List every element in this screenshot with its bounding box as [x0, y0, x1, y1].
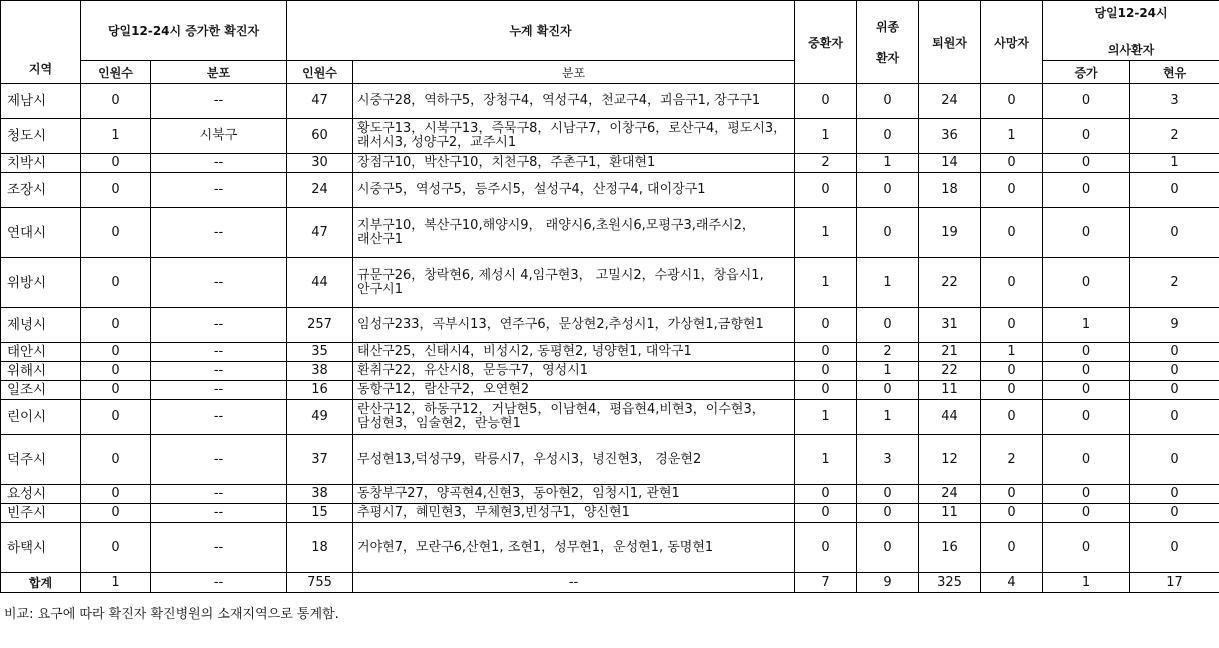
cell-region: 하택시 [1, 523, 81, 573]
cell-deaths: 1 [981, 119, 1043, 154]
cell-suspected-increase: 0 [1043, 504, 1130, 523]
cell-total-count: 49 [287, 400, 353, 435]
cell-new-distribution: -- [151, 258, 287, 308]
table-row [1, 308, 1219, 343]
cell-severe: 0 [795, 485, 857, 504]
cell-severe: 0 [795, 343, 857, 362]
cell-discharged: 22 [919, 362, 981, 381]
cell-critical: 3 [857, 435, 919, 485]
cell-suspected-increase: 0 [1043, 523, 1130, 573]
cell-region: 덕주시 [1, 435, 81, 485]
cell-distribution: 임성구233，곡부시13，연주구6，문상현2,추성시1，가상현1,금향현1 [353, 308, 795, 343]
header-discharged: 퇴원자 [919, 1, 981, 84]
header-increase: 증가 [1043, 61, 1130, 84]
cell-critical: 1 [857, 154, 919, 173]
cell-discharged: 24 [919, 485, 981, 504]
table-row [1, 362, 1219, 381]
cell-distribution: 황도구13，시북구13，즉묵구8，시남구7，이창구6，로산구4，평도시3，래서시3, 성양구2，교주시1 [353, 119, 795, 154]
header-current: 현유 [1130, 61, 1219, 84]
total-total-count: 755 [287, 573, 353, 593]
cell-region: 조장시 [1, 173, 81, 208]
cell-new-count: 0 [81, 343, 151, 362]
cell-severe: 0 [795, 173, 857, 208]
header-cumulative: 누계 확진자 [287, 1, 795, 61]
cell-deaths: 0 [981, 258, 1043, 308]
cell-distribution: 무성현13,덕성구9，락릉시7，우성시3，녕진현3， 경운현2 [353, 435, 795, 485]
cell-new-count: 0 [81, 523, 151, 573]
cell-severe: 0 [795, 362, 857, 381]
cell-discharged: 44 [919, 400, 981, 435]
cell-new-distribution: -- [151, 504, 287, 523]
cell-suspected-current: 0 [1130, 485, 1219, 504]
cell-region: 요성시 [1, 485, 81, 504]
cell-suspected-increase: 0 [1043, 362, 1130, 381]
cell-region: 일조시 [1, 381, 81, 400]
cell-new-distribution: -- [151, 381, 287, 400]
cell-suspected-increase: 0 [1043, 119, 1130, 154]
cell-new-count: 0 [81, 208, 151, 258]
cell-severe: 1 [795, 208, 857, 258]
cell-critical: 0 [857, 504, 919, 523]
cell-new-distribution: -- [151, 400, 287, 435]
cell-suspected-increase: 0 [1043, 154, 1130, 173]
cell-suspected-increase: 0 [1043, 173, 1130, 208]
cell-severe: 0 [795, 84, 857, 119]
cell-suspected-increase: 0 [1043, 208, 1130, 258]
header-daily-new: 당일12-24시 증가한 확진자 [81, 1, 287, 61]
cell-severe: 1 [795, 258, 857, 308]
cell-suspected-current: 3 [1130, 84, 1219, 119]
table-row [1, 343, 1219, 362]
cell-region: 태안시 [1, 343, 81, 362]
cell-distribution: 태산구25，신태시4，비성시2, 동평현2, 녕양현1, 대악구1 [353, 343, 795, 362]
cell-deaths: 0 [981, 84, 1043, 119]
cell-severe: 1 [795, 400, 857, 435]
cell-severe: 0 [795, 504, 857, 523]
cell-distribution: 란산구12，하동구12，거남현5，이남현4，평읍현4,비현3，이수현3，담성현3，임술현2，란능현1 [353, 400, 795, 435]
cell-new-distribution: -- [151, 308, 287, 343]
total-discharged: 325 [919, 573, 981, 593]
cell-critical: 1 [857, 258, 919, 308]
table-row [1, 258, 1219, 308]
cell-discharged: 18 [919, 173, 981, 208]
cell-discharged: 11 [919, 504, 981, 523]
header-suspected [1043, 1, 1219, 61]
cell-discharged: 11 [919, 381, 981, 400]
cell-suspected-current: 0 [1130, 343, 1219, 362]
cell-total-count: 16 [287, 381, 353, 400]
cell-new-count: 0 [81, 362, 151, 381]
total-new-distribution: -- [151, 573, 287, 593]
cell-critical: 0 [857, 84, 919, 119]
header-deaths: 사망자 [981, 1, 1043, 84]
table-body [1, 84, 1219, 593]
cell-new-distribution: -- [151, 362, 287, 381]
cell-new-count: 0 [81, 485, 151, 504]
cell-distribution: 시중구5，역성구5，등주시5，설성구4，산정구4, 대이장구1 [353, 173, 795, 208]
cell-new-count: 0 [81, 435, 151, 485]
cell-suspected-current: 0 [1130, 381, 1219, 400]
header-region: 지역 [1, 1, 81, 84]
table-row [1, 381, 1219, 400]
header-critical [857, 1, 919, 84]
total-deaths: 4 [981, 573, 1043, 593]
cell-severe: 1 [795, 119, 857, 154]
cell-total-count: 60 [287, 119, 353, 154]
cell-distribution: 환취구22，유산시8，문등구7，영성시1 [353, 362, 795, 381]
cell-distribution: 시중구28，역하구5，장청구4，역성구4，천교구4，괴음구1, 장구구1 [353, 84, 795, 119]
header-cum-distribution: 분포 [353, 61, 795, 84]
cell-total-count: 35 [287, 343, 353, 362]
header-critical-line2: 환자 [875, 51, 900, 65]
cell-total-count: 30 [287, 154, 353, 173]
cell-distribution: 추평시7，혜민현3，무체현3,빈성구1，양신현1 [353, 504, 795, 523]
cell-discharged: 19 [919, 208, 981, 258]
cell-suspected-current: 0 [1130, 523, 1219, 573]
cell-deaths: 0 [981, 173, 1043, 208]
cell-suspected-current: 0 [1130, 504, 1219, 523]
cell-critical: 0 [857, 208, 919, 258]
cell-deaths: 0 [981, 362, 1043, 381]
cell-total-count: 38 [287, 362, 353, 381]
cell-new-count: 0 [81, 381, 151, 400]
table-row [1, 84, 1219, 119]
cell-region: 위해시 [1, 362, 81, 381]
cell-suspected-current: 0 [1130, 173, 1219, 208]
cell-critical: 0 [857, 119, 919, 154]
cell-suspected-current: 0 [1130, 400, 1219, 435]
cell-suspected-current: 9 [1130, 308, 1219, 343]
cell-critical: 0 [857, 308, 919, 343]
total-row [1, 573, 1219, 593]
cell-new-count: 0 [81, 308, 151, 343]
cell-new-distribution: -- [151, 154, 287, 173]
cell-distribution: 장점구10，박산구10，치천구8，주촌구1，환대현1 [353, 154, 795, 173]
cell-region: 제녕시 [1, 308, 81, 343]
header-critical-line1: 위종 [875, 20, 900, 34]
cell-distribution: 거야현7，모란구6,산현1, 조현1，성무현1，운성현1, 동명현1 [353, 523, 795, 573]
cell-critical: 0 [857, 173, 919, 208]
cell-region: 제남시 [1, 84, 81, 119]
cell-new-distribution: 시북구 [151, 119, 287, 154]
cell-total-count: 257 [287, 308, 353, 343]
cell-deaths: 0 [981, 208, 1043, 258]
cell-total-count: 47 [287, 84, 353, 119]
cell-distribution: 지부구10，복산구10,해양시9， 래양시6,초원시6,모평구3,래주시2，래산구1 [353, 208, 795, 258]
cell-suspected-increase: 0 [1043, 400, 1130, 435]
cell-deaths: 0 [981, 523, 1043, 573]
cell-new-count: 1 [81, 119, 151, 154]
cell-region: 청도시 [1, 119, 81, 154]
cell-suspected-increase: 0 [1043, 435, 1130, 485]
header-suspected-line1: 당일12-24시 [1094, 5, 1168, 20]
cell-discharged: 36 [919, 119, 981, 154]
total-suspected-increase: 1 [1043, 573, 1130, 593]
cell-discharged: 22 [919, 258, 981, 308]
cell-distribution: 규문구26，창락현6, 제성시 4,임구현3， 고밀시2，수광시1，창읍시1,안구시1 [353, 258, 795, 308]
cell-discharged: 21 [919, 343, 981, 362]
cell-new-count: 0 [81, 400, 151, 435]
cell-suspected-current: 0 [1130, 208, 1219, 258]
cell-severe: 2 [795, 154, 857, 173]
cell-total-count: 37 [287, 435, 353, 485]
cell-total-count: 47 [287, 208, 353, 258]
table-row [1, 154, 1219, 173]
cell-new-distribution: -- [151, 84, 287, 119]
cell-discharged: 24 [919, 84, 981, 119]
cell-region: 치박시 [1, 154, 81, 173]
cell-suspected-increase: 1 [1043, 308, 1130, 343]
total-distribution: -- [353, 573, 795, 593]
table-row [1, 208, 1219, 258]
header-severe: 중환자 [795, 1, 857, 84]
cell-new-count: 0 [81, 84, 151, 119]
cell-new-distribution: -- [151, 208, 287, 258]
cell-total-count: 15 [287, 504, 353, 523]
cell-distribution: 동창부구27，양곡현4,신현3，동아현2，임청시1, 관현1 [353, 485, 795, 504]
cell-new-count: 0 [81, 154, 151, 173]
cell-critical: 1 [857, 362, 919, 381]
cell-suspected-current: 1 [1130, 154, 1219, 173]
cell-deaths: 0 [981, 485, 1043, 504]
cell-deaths: 0 [981, 381, 1043, 400]
total-new-count: 1 [81, 573, 151, 593]
cell-suspected-increase: 0 [1043, 381, 1130, 400]
cell-critical: 0 [857, 485, 919, 504]
cell-deaths: 0 [981, 154, 1043, 173]
header-suspected-line2: 의사환자 [1107, 42, 1155, 57]
cell-discharged: 31 [919, 308, 981, 343]
cell-region: 위방시 [1, 258, 81, 308]
cell-suspected-increase: 0 [1043, 343, 1130, 362]
cell-severe: 1 [795, 435, 857, 485]
cell-critical: 1 [857, 400, 919, 435]
footnote: 비교: 요구에 따라 확진자 확진병원의 소재지역으로 통계함. [4, 607, 339, 622]
table-row [1, 173, 1219, 208]
header-count: 인원수 [81, 61, 151, 84]
cell-total-count: 24 [287, 173, 353, 208]
header-cum-count: 인원수 [287, 61, 353, 84]
cell-suspected-increase: 0 [1043, 258, 1130, 308]
cell-severe: 0 [795, 523, 857, 573]
total-critical: 9 [857, 573, 919, 593]
total-suspected-current: 17 [1130, 573, 1219, 593]
cell-deaths: 2 [981, 435, 1043, 485]
cell-suspected-current: 2 [1130, 258, 1219, 308]
cell-new-distribution: -- [151, 173, 287, 208]
cell-critical: 0 [857, 381, 919, 400]
table-row [1, 504, 1219, 523]
cell-deaths: 1 [981, 343, 1043, 362]
cell-new-distribution: -- [151, 485, 287, 504]
cell-new-count: 0 [81, 504, 151, 523]
table-row [1, 400, 1219, 435]
cell-total-count: 18 [287, 523, 353, 573]
cell-severe: 0 [795, 381, 857, 400]
cell-region: 린이시 [1, 400, 81, 435]
cell-region: 연대시 [1, 208, 81, 258]
cell-total-count: 38 [287, 485, 353, 504]
total-label: 합계 [1, 573, 81, 593]
cell-critical: 2 [857, 343, 919, 362]
table-row [1, 435, 1219, 485]
cell-suspected-increase: 0 [1043, 84, 1130, 119]
cell-suspected-increase: 0 [1043, 485, 1130, 504]
cell-deaths: 0 [981, 504, 1043, 523]
table-row [1, 119, 1219, 154]
cell-severe: 0 [795, 308, 857, 343]
table-row [1, 485, 1219, 504]
cell-suspected-current: 2 [1130, 119, 1219, 154]
cell-distribution: 동항구12，람산구2，오연현2 [353, 381, 795, 400]
cell-critical: 0 [857, 523, 919, 573]
header-distribution: 분포 [151, 61, 287, 84]
cell-discharged: 12 [919, 435, 981, 485]
cell-discharged: 14 [919, 154, 981, 173]
cell-suspected-current: 0 [1130, 362, 1219, 381]
cell-new-distribution: -- [151, 343, 287, 362]
cell-new-distribution: -- [151, 435, 287, 485]
cell-new-count: 0 [81, 173, 151, 208]
cell-deaths: 0 [981, 308, 1043, 343]
cell-suspected-current: 0 [1130, 435, 1219, 485]
cell-total-count: 44 [287, 258, 353, 308]
cell-region: 빈주시 [1, 504, 81, 523]
table-row [1, 523, 1219, 573]
total-severe: 7 [795, 573, 857, 593]
cell-deaths: 0 [981, 400, 1043, 435]
cell-discharged: 16 [919, 523, 981, 573]
cell-new-distribution: -- [151, 523, 287, 573]
cell-new-count: 0 [81, 258, 151, 308]
